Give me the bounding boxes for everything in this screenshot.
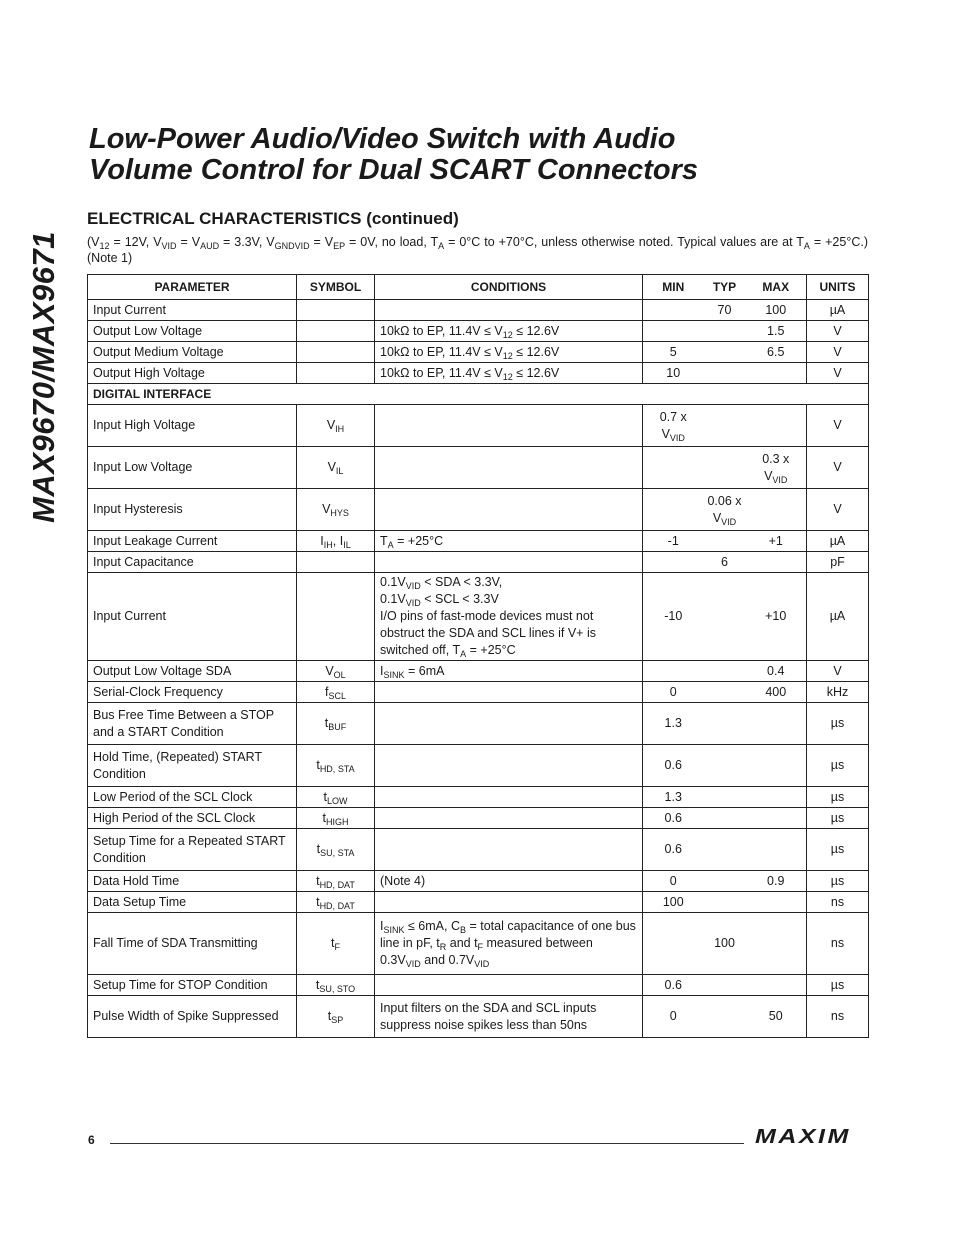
cell-symbol: [297, 573, 375, 661]
cell-max: 100: [765, 302, 787, 317]
cell-min: 0: [669, 873, 677, 888]
cell-conditions: [375, 447, 643, 489]
cell-parameter: Pulse Width of Spike Suppressed: [88, 996, 297, 1038]
cell-parameter: Input Hysteresis: [88, 489, 297, 531]
table-row: [88, 363, 869, 384]
cell-conditions: Input filters on the SDA and SCL inputs suppress noise spikes less than 50ns: [375, 996, 643, 1038]
maxim-logo: MAXIM: [755, 1126, 851, 1148]
cell-units: V: [807, 661, 869, 682]
cell-typ: [699, 365, 749, 382]
cell-units: pF: [807, 552, 869, 573]
cell-conditions: [375, 808, 643, 829]
cell-min: [648, 554, 698, 571]
cell-typ: [699, 977, 749, 994]
cell-typ: [699, 344, 749, 361]
table-row: [88, 913, 869, 975]
cell-max: 400: [765, 684, 787, 699]
table-body: [88, 300, 869, 1038]
header-max: MAX: [762, 279, 790, 294]
cell-typ: 0.06 x $V_{VID}$: [707, 493, 742, 527]
cell-symbol: $t_{BUF}$: [297, 703, 375, 745]
cell-min: [648, 493, 698, 527]
cell-max: [751, 841, 801, 858]
cell-min-typ-max: [643, 363, 807, 384]
cell-symbol: [297, 552, 375, 573]
side-part-number: [14, 212, 74, 542]
cell-min: 0: [669, 684, 677, 699]
cell-parameter: Low Period of the SCL Clock: [88, 787, 297, 808]
cell-symbol: [297, 321, 375, 342]
header-parameter: PARAMETER: [88, 275, 297, 300]
cell-min-typ-max: [643, 405, 807, 447]
cell-conditions: [375, 787, 643, 808]
header-conditions: CONDITIONS: [375, 275, 643, 300]
cell-symbol: $t_{HD, DAT}$: [297, 892, 375, 913]
cell-min: -10: [664, 609, 683, 623]
cell-units: µs: [807, 829, 869, 871]
cell-conditions: 10kΩ to EP, $11.4V \le V_{12} \le 12.6V$: [375, 342, 643, 363]
cell-typ: [699, 684, 749, 701]
table-row: [88, 996, 869, 1038]
group-label: DIGITAL INTERFACE: [88, 384, 869, 405]
cell-min-typ-max: [643, 745, 807, 787]
cell-min: 1.3: [664, 716, 682, 730]
cell-max: [751, 789, 801, 806]
cell-units: µs: [807, 975, 869, 996]
cell-min: 0.6: [664, 842, 682, 856]
cell-parameter: Hold Time, (Repeated) START Condition: [88, 745, 297, 787]
cell-min: [648, 302, 698, 319]
cell-units: ns: [807, 996, 869, 1038]
table-row: [88, 489, 869, 531]
cell-min: 10: [666, 365, 681, 380]
cell-typ: [699, 1008, 749, 1025]
footer-rule: [110, 1143, 744, 1144]
cell-symbol: $V_{HYS}$: [297, 489, 375, 531]
cell-conditions: [375, 703, 643, 745]
cell-min-typ-max: [643, 661, 807, 682]
table-row: [88, 703, 869, 745]
cell-conditions: [375, 489, 643, 531]
cell-min-typ-max: [643, 787, 807, 808]
cell-parameter: Output Low Voltage: [88, 321, 297, 342]
cell-symbol: [297, 342, 375, 363]
cell-max: [751, 715, 801, 732]
table-row: [88, 892, 869, 913]
cell-parameter: Data Setup Time: [88, 892, 297, 913]
cell-parameter: Bus Free Time Between a STOP and a START Condition: [88, 703, 297, 745]
cell-typ: [699, 757, 749, 774]
table-row: [88, 405, 869, 447]
cell-min-typ-max: [643, 808, 807, 829]
cell-parameter: Input Current: [88, 573, 297, 661]
cell-units: V: [807, 405, 869, 447]
cell-parameter: Output Low Voltage SDA: [88, 661, 297, 682]
table-row: [88, 745, 869, 787]
cell-typ: [699, 810, 749, 827]
cell-conditions: [375, 300, 643, 321]
cell-typ: 70: [717, 302, 732, 317]
cell-max: [751, 493, 801, 527]
cell-min: 0.6: [664, 977, 682, 992]
cell-min: 0: [669, 1009, 677, 1023]
cell-parameter: Input Leakage Current: [88, 531, 297, 552]
cell-conditions: (Note 4): [375, 871, 643, 892]
table-row: [88, 447, 869, 489]
cell-typ: [699, 715, 749, 732]
cell-min: 5: [669, 344, 677, 359]
cell-max: 0.4: [767, 663, 785, 678]
cell-conditions: [375, 745, 643, 787]
cell-symbol: $t_{HD, STA}$: [297, 745, 375, 787]
cell-units: V: [807, 342, 869, 363]
cell-min-typ-max: [643, 682, 807, 703]
cell-units: ns: [807, 913, 869, 975]
page-title-line2: Volume Control for Dual SCART Connectors: [89, 154, 699, 186]
cell-units: µA: [807, 573, 869, 661]
table-row: [88, 975, 869, 996]
cell-min: 0.7 x $V_{VID}$: [659, 409, 687, 443]
cell-min: 0.6: [664, 758, 682, 772]
cell-typ: [699, 409, 749, 443]
spec-table: [87, 274, 869, 1038]
cell-units: µA: [807, 531, 869, 552]
cell-units: µs: [807, 808, 869, 829]
cell-units: µA: [807, 300, 869, 321]
cell-typ: [699, 451, 749, 485]
cell-typ: [699, 533, 749, 550]
cell-min-typ-max: [643, 871, 807, 892]
table-row: [88, 531, 869, 552]
cell-units: µs: [807, 745, 869, 787]
cell-units: µs: [807, 703, 869, 745]
cell-symbol: $I_{IH}$, $I_{IL}$: [297, 531, 375, 552]
cell-min: 1.3: [664, 789, 682, 804]
cell-conditions: 10kΩ to EP, $11.4V \le V_{12} \le 12.6V$: [375, 363, 643, 384]
table-row: [88, 342, 869, 363]
cell-min: [648, 663, 698, 680]
cell-conditions: $0.1V_{VID}$ < SDA < 3.3V, $0.1V_{VID}$ < SCL < 3.3V I/O pins of fast-mode devices must not obstruct the SDA and SCL lines if V+ is switched off, $T_A = +25^\circ C$: [375, 573, 643, 661]
cell-conditions: $I_{SINK} \le 6mA$, $C_B$ = total capacitance of one bus line in pF, $t_R$ and $t_F$ measured between $0.3V_{VID}$ and $0.7V_{VID}$: [375, 913, 643, 975]
cell-min-typ-max: [643, 996, 807, 1038]
table-row: [88, 661, 869, 682]
table-row: [88, 808, 869, 829]
cell-max: 50: [768, 1009, 783, 1023]
cell-min-typ-max: [643, 489, 807, 531]
cell-max: [751, 757, 801, 774]
cell-conditions: 10kΩ to EP, $11.4V \le V_{12} \le 12.6V$: [375, 321, 643, 342]
cell-units: V: [807, 489, 869, 531]
cell-parameter: Fall Time of SDA Transmitting: [88, 913, 297, 975]
cell-units: V: [807, 363, 869, 384]
cell-units: V: [807, 447, 869, 489]
table-row: [88, 300, 869, 321]
table-header-row: [88, 275, 869, 300]
cell-units: V: [807, 321, 869, 342]
cell-max: [751, 554, 801, 571]
cell-max: [751, 977, 801, 994]
cell-typ: [699, 663, 749, 680]
cell-parameter: Output High Voltage: [88, 363, 297, 384]
cell-min: [648, 323, 698, 340]
cell-max: 6.5: [767, 344, 785, 359]
cell-symbol: [297, 300, 375, 321]
cell-min-typ-max: [643, 552, 807, 573]
cell-min: 100: [662, 894, 684, 909]
cell-max: [751, 409, 801, 443]
cell-min-typ-max: [643, 573, 807, 661]
table-row: [88, 682, 869, 703]
cell-typ: [699, 789, 749, 806]
cell-parameter: High Period of the SCL Clock: [88, 808, 297, 829]
cell-typ: [699, 841, 749, 858]
cell-min: [648, 451, 698, 485]
header-units: UNITS: [807, 275, 869, 300]
cell-conditions: $I_{SINK} = 6mA$: [375, 661, 643, 682]
cell-units: kHz: [807, 682, 869, 703]
cell-parameter: Serial-Clock Frequency: [88, 682, 297, 703]
cell-symbol: $V_{IH}$: [297, 405, 375, 447]
cell-min-typ-max: [643, 829, 807, 871]
table-row: [88, 787, 869, 808]
cell-min-typ-max: [643, 703, 807, 745]
cell-conditions: $T_A = +25^\circ C$: [375, 531, 643, 552]
cell-typ: [699, 894, 749, 911]
cell-conditions: [375, 829, 643, 871]
cell-typ: [699, 608, 749, 625]
cell-symbol: $t_{SU, STO}$: [297, 975, 375, 996]
side-part-number-text: MAX9670/MAX9671: [26, 231, 61, 523]
cell-max: [751, 935, 801, 952]
cell-typ: 6: [721, 554, 728, 569]
page-title-line1: Low-Power Audio/Video Switch with Audio: [89, 123, 676, 155]
cell-max: 1.5: [767, 323, 785, 338]
header-typ: TYP: [712, 279, 737, 294]
cell-max: [751, 365, 801, 382]
cell-parameter: Input Capacitance: [88, 552, 297, 573]
cell-min-typ-max: [643, 342, 807, 363]
header-min-typ-max: [643, 275, 807, 300]
table-row: [88, 871, 869, 892]
cell-units: ns: [807, 892, 869, 913]
cell-units: µs: [807, 871, 869, 892]
cell-symbol: $t_{LOW}$: [297, 787, 375, 808]
cell-symbol: $V_{OL}$: [297, 661, 375, 682]
cell-conditions: [375, 405, 643, 447]
cell-typ: [699, 323, 749, 340]
cell-symbol: $t_{HIGH}$: [297, 808, 375, 829]
cell-conditions: [375, 552, 643, 573]
cell-parameter: Input Low Voltage: [88, 447, 297, 489]
cell-max: 0.9: [767, 873, 785, 888]
page-title: [89, 124, 698, 186]
cell-max: 0.3 x $V_{VID}$: [762, 451, 790, 485]
section-heading: ELECTRICAL CHARACTERISTICS (continued): [87, 209, 459, 228]
cell-conditions: [375, 682, 643, 703]
cell-typ: [699, 873, 749, 890]
cell-min: [648, 935, 698, 952]
table-group-row: [88, 384, 869, 405]
cell-symbol: [297, 363, 375, 384]
cell-max: [751, 894, 801, 911]
cell-typ: 100: [714, 936, 735, 950]
header-symbol: SYMBOL: [297, 275, 375, 300]
table-row: [88, 829, 869, 871]
cell-min: -1: [667, 533, 679, 548]
table-row: [88, 321, 869, 342]
cell-parameter: Setup Time for a Repeated START Condition: [88, 829, 297, 871]
cell-parameter: Input Current: [88, 300, 297, 321]
cell-units: µs: [807, 787, 869, 808]
page-number: 6: [88, 1133, 95, 1147]
cell-conditions: [375, 975, 643, 996]
cell-min-typ-max: [643, 975, 807, 996]
cell-symbol: $V_{IL}$: [297, 447, 375, 489]
cell-min-typ-max: [643, 447, 807, 489]
table-row: [88, 552, 869, 573]
cell-max: +10: [765, 609, 787, 623]
cell-min: 0.6: [664, 810, 682, 825]
cell-min-typ-max: [643, 892, 807, 913]
cell-max: [751, 810, 801, 827]
cell-symbol: $t_F$: [297, 913, 375, 975]
cell-parameter: Data Hold Time: [88, 871, 297, 892]
cell-parameter: Setup Time for STOP Condition: [88, 975, 297, 996]
cell-min-typ-max: [643, 321, 807, 342]
test-conditions: ($V_{12} = 12V$, $V_{VID} = V_{AUD} = 3.3V$, $V_{GNDVID} = V_{EP} = 0V$, no load, $T_A = 0^\circ C$ to +70°C, unless otherwise noted. Typical values are at $T_A = +25^\circ C$.) (Note 1): [87, 235, 868, 265]
cell-symbol: $t_{HD, DAT}$: [297, 871, 375, 892]
cell-min-typ-max: [643, 531, 807, 552]
header-min: MIN: [662, 279, 685, 294]
cell-min-typ-max: [643, 300, 807, 321]
cell-parameter: Output Medium Voltage: [88, 342, 297, 363]
cell-min-typ-max: [643, 913, 807, 975]
cell-symbol: $t_{SP}$: [297, 996, 375, 1038]
cell-conditions: [375, 892, 643, 913]
cell-symbol: $f_{SCL}$: [297, 682, 375, 703]
cell-parameter: Input High Voltage: [88, 405, 297, 447]
cell-symbol: $t_{SU, STA}$: [297, 829, 375, 871]
table-row: [88, 573, 869, 661]
cell-max: +1: [768, 533, 783, 548]
